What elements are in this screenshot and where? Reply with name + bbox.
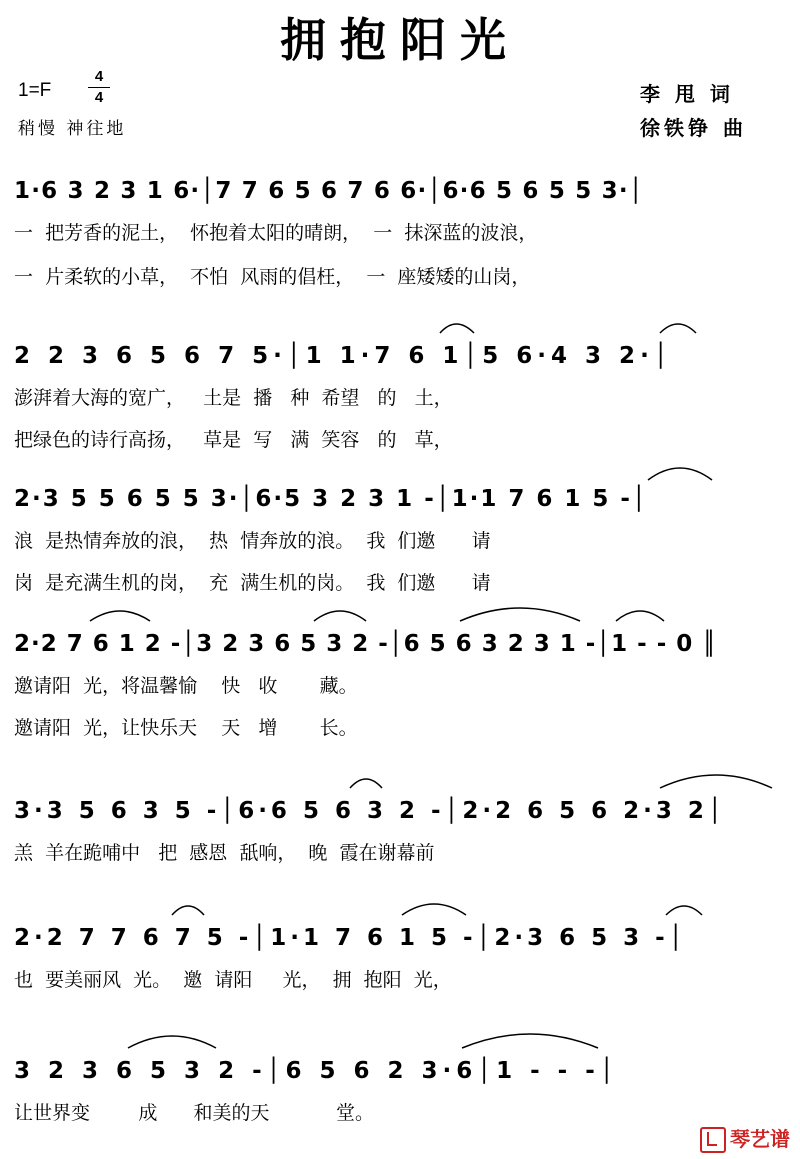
- music-logo-icon: [700, 1127, 726, 1153]
- slur-marks: [0, 768, 800, 808]
- lyrics-verse-2: 把绿色的诗行高扬， 草是 写 满 笑容 的 草，: [14, 429, 453, 451]
- composer-credit: 徐铁铮 曲: [640, 116, 747, 140]
- slur-marks: [0, 460, 800, 500]
- notes-line: 3·3 5 6 3 5 -│6·6 5 6 3 2 -│2·2 6 5 6 2·3 2│: [14, 798, 726, 824]
- lyrics-verse-1: 邀请阳 光，将温馨愉 快 收 藏。: [14, 675, 358, 697]
- lyrics-verse-1: 一 把芳香的泥土， 怀抱着太阳的晴朗， 一 抹深蓝的波浪，: [14, 222, 538, 244]
- watermark-text: 琴艺谱: [730, 1126, 790, 1151]
- lyrics-verse-2: 邀请阳 光，让快乐天 天 增 长。: [14, 717, 358, 739]
- notes-line: 1·6 3 2 3 1 6·│7 7 6 5 6 7 6 6·│6·6 5 6 5 5 3·│: [14, 178, 644, 204]
- key-signature: 1=F: [18, 80, 52, 101]
- meter-top: 4: [94, 68, 104, 85]
- lyricist-credit: 李 甩 词: [640, 82, 734, 106]
- lyrics-verse-1: 也 要美丽风 光。 邀 请阳 光， 拥 抱阳 光，: [14, 969, 452, 991]
- slur-marks: [0, 895, 800, 935]
- notes-line: 2·3 5 5 6 5 5 3·│6·5 3 2 3 1 -│1·1 7 6 1 5 -│: [14, 486, 648, 512]
- slur-marks: [0, 313, 800, 353]
- notes-line: 2·2 7 7 6 7 5 -│1·1 7 6 1 5 -│2·3 6 5 3 -│: [14, 925, 687, 951]
- slur-marks: [0, 601, 800, 641]
- lyrics-verse-1: 澎湃着大海的宽广， 土是 播 种 希望 的 土，: [14, 387, 453, 409]
- time-signature: [88, 68, 110, 107]
- lyrics-verse-2: 一 片柔软的小草， 不怕 风雨的倡枉， 一 座矮矮的山岗，: [14, 266, 531, 288]
- lyrics-verse-2: 岗 是充满生机的岗， 充 满生机的岗。 我 们邀 请: [14, 572, 491, 594]
- meter-bottom: 4: [94, 89, 104, 106]
- slur-marks: [0, 1028, 800, 1068]
- lyrics-verse-1: 让世界变 成 和美的天 堂。: [14, 1102, 374, 1124]
- notes-line: 3 2 3 6 5 3 2 -│6 5 6 2 3·6│1 - - -│: [14, 1058, 619, 1084]
- lyrics-verse-1: 浪 是热情奔放的浪， 热 情奔放的浪。 我 们邀 请: [14, 530, 491, 552]
- notes-line: 2 2 3 6 5 6 7 5·│1 1·7 6 1│5 6·4 3 2·│: [14, 343, 673, 369]
- lyrics-verse-1: 羔 羊在跪哺中 把 感恩 舐响， 晚 霞在谢幕前: [14, 842, 435, 864]
- site-watermark: [700, 1123, 790, 1154]
- tempo-marking: 稍慢 神往地: [18, 119, 127, 139]
- notes-line: 2·2 7 6 1 2 -│3 2 3 6 5 3 2 -│6 5 6 3 2 3 1 -│1 - - 0 ║: [14, 631, 718, 657]
- song-title: 拥抱阳光: [280, 13, 520, 67]
